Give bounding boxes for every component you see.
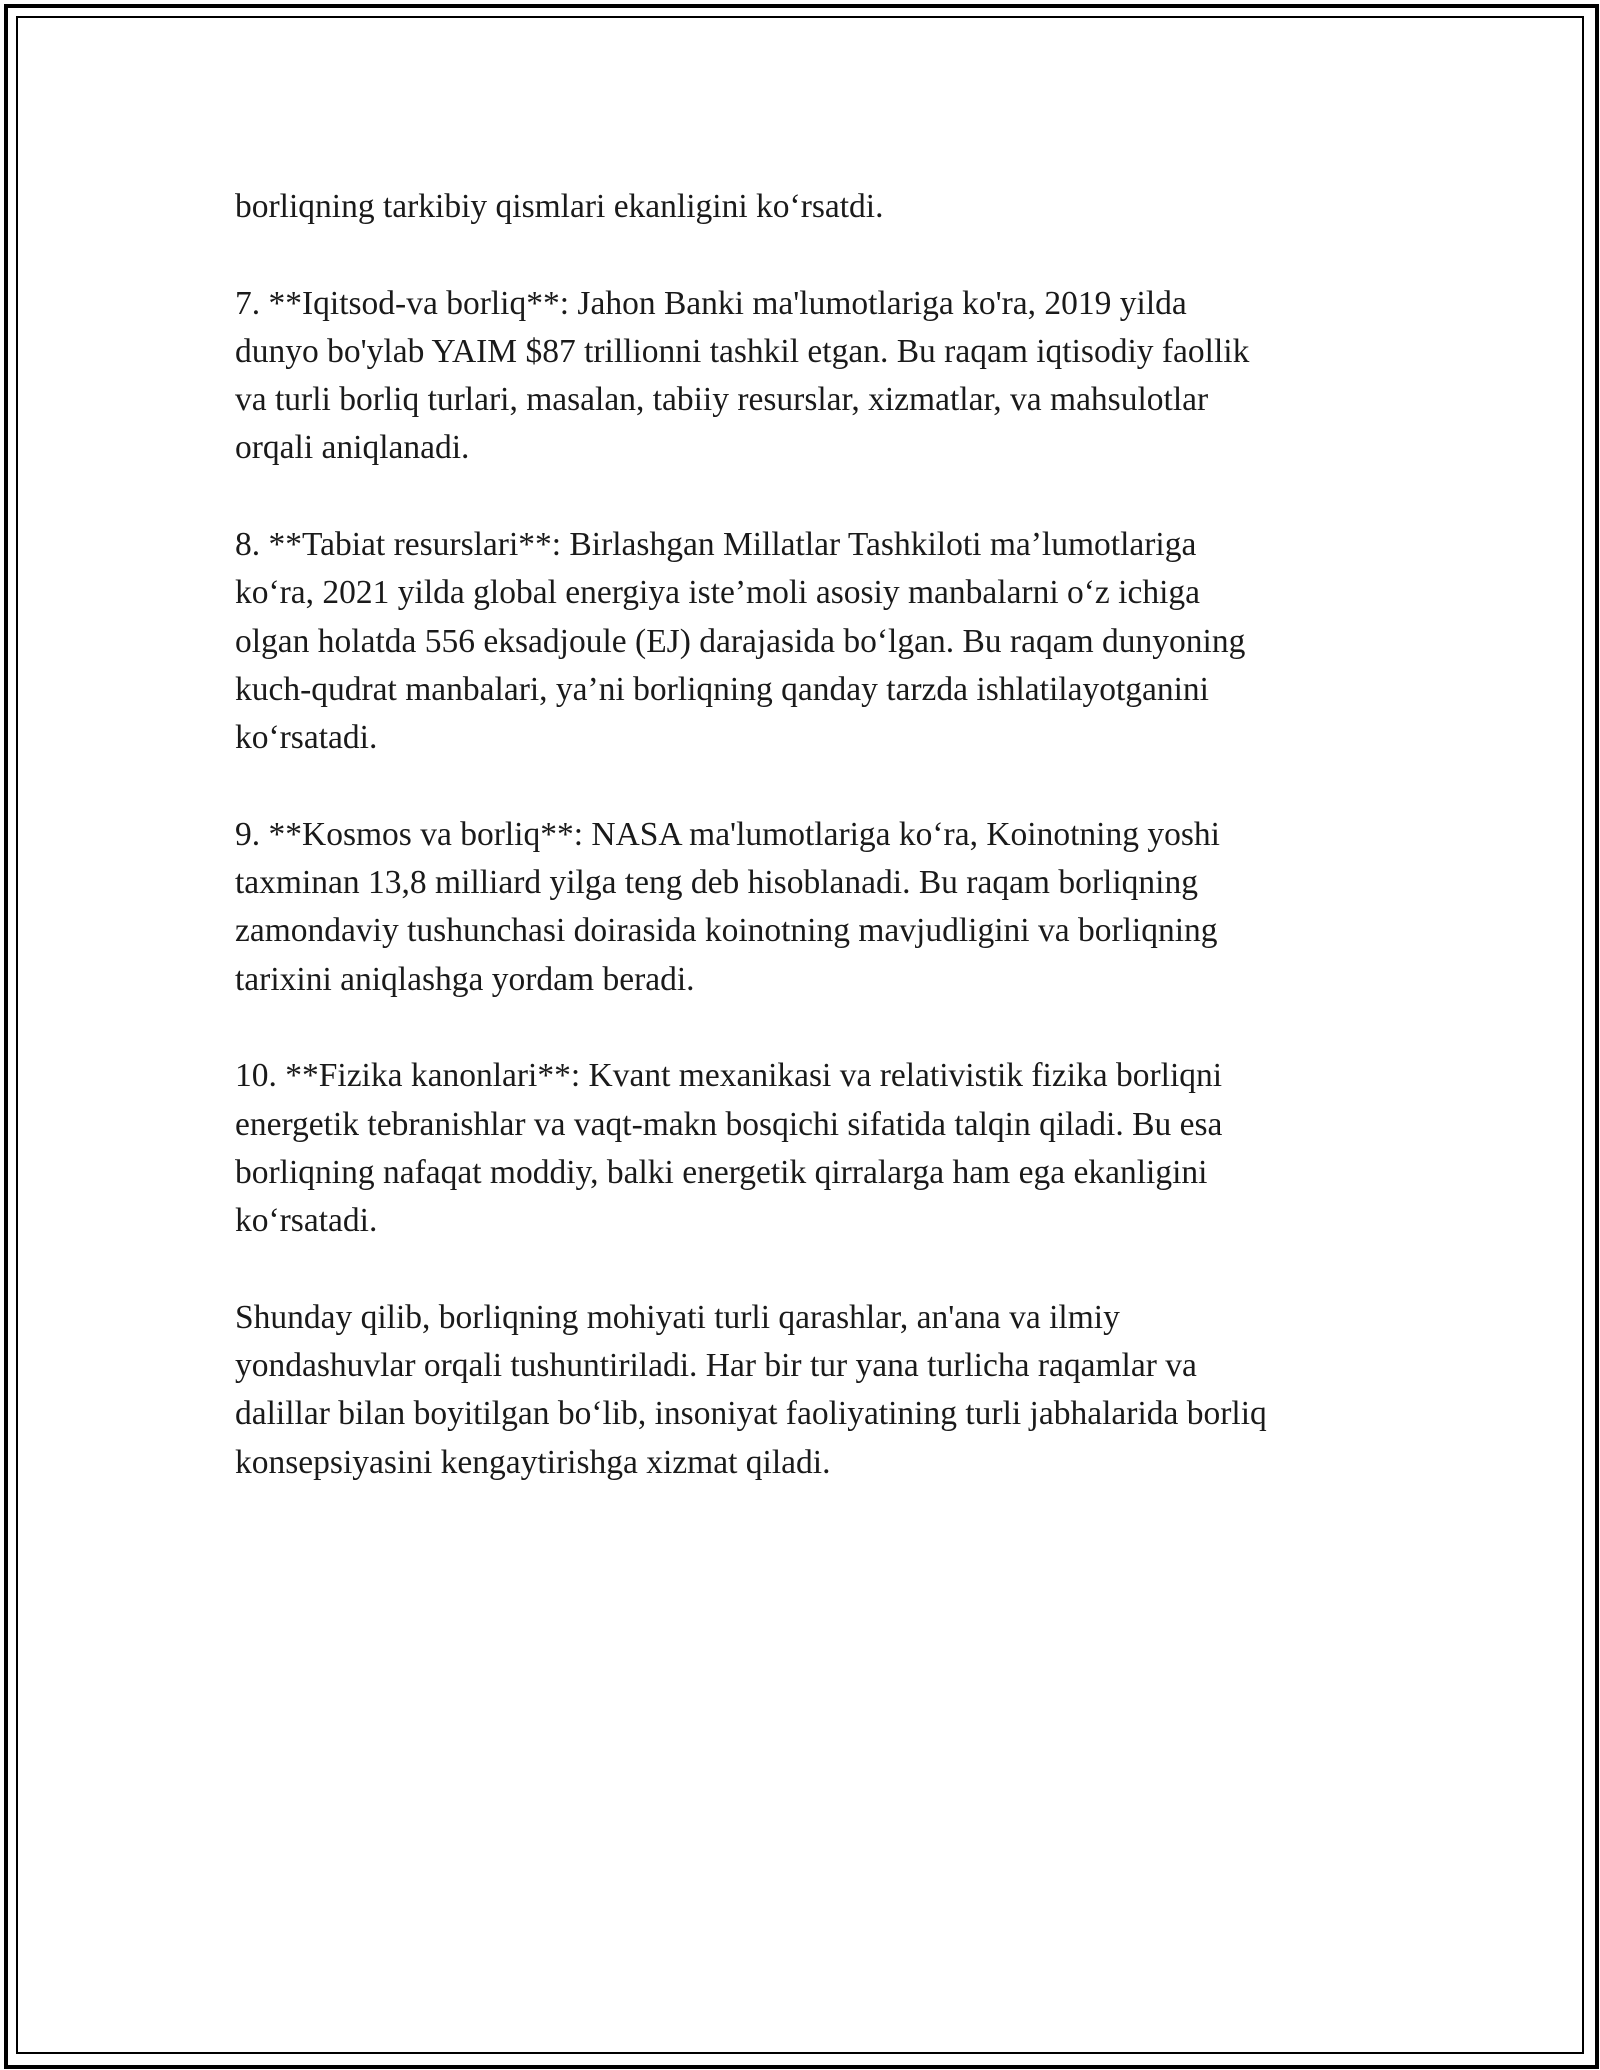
paragraph-item-8: [235, 521, 1385, 762]
text-line: Shunday qilib, borliqning mohiyati turli qarashlar, an'ana va ilmiy: [235, 1298, 1120, 1336]
text-line: olgan holatda 556 eksadjoule (EJ) darajasida bo‘lgan. Bu raqam dunyoning: [235, 622, 1246, 660]
paragraph-continuation: [235, 183, 1385, 231]
text-line: ko‘rsatadi.: [235, 719, 378, 757]
text-line: ko‘ra, 2021 yilda global energiya iste’moli asosiy manbalarni o‘z ichiga: [235, 574, 1201, 612]
text-line: 8. **Tabiat resurslari**: Birlashgan Millatlar Tashkiloti ma’lumotlariga: [235, 526, 1197, 564]
paragraph-conclusion: [235, 1294, 1385, 1487]
text-line: yondashuvlar orqali tushuntiriladi. Har bir tur yana turlicha raqamlar va: [235, 1347, 1197, 1385]
text-line: borliqning nafaqat moddiy, balki energetik qirralarga ham ega ekanligini: [235, 1153, 1208, 1191]
paragraph-item-9: [235, 811, 1385, 1004]
text-line: tarixini aniqlashga yordam beradi.: [235, 960, 695, 998]
text-line: dunyo bo'ylab YAIM $87 trillionni tashkil etgan. Bu raqam iqtisodiy faollik: [235, 332, 1250, 370]
document-body: [235, 183, 1385, 1535]
text-line: energetik tebranishlar va vaqt-makn bosqichi sifatida talqin qiladi. Bu esa: [235, 1105, 1223, 1143]
text-line: konsepsiyasini kengaytirishga xizmat qiladi.: [235, 1443, 831, 1481]
text-line: borliqning tarkibiy qismlari ekanligini ko‘rsatdi.: [235, 188, 884, 225]
text-line: 10. **Fizika kanonlari**: Kvant mexanikasi va relativistik fizika borliqni: [235, 1057, 1223, 1095]
text-line: 7. **Iqitsod-va borliq**: Jahon Banki ma'lumotlariga ko'ra, 2019 yilda: [235, 284, 1187, 322]
paragraph-item-10: [235, 1052, 1385, 1245]
text-line: 9. **Kosmos va borliq**: NASA ma'lumotlariga ko‘ra, Koinotning yoshi: [235, 815, 1220, 853]
text-line: orqali aniqlanadi.: [235, 429, 470, 467]
text-line: dalillar bilan boyitilgan bo‘lib, insoniyat faoliyatining turli jabhalarida borliq: [235, 1395, 1267, 1433]
text-line: taxminan 13,8 milliard yilga teng deb hisoblanadi. Bu raqam borliqning: [235, 864, 1198, 902]
text-line: kuch-qudrat manbalari, ya’ni borliqning qanday tarzda ishlatilayotganini: [235, 670, 1209, 708]
text-line: zamondaviy tushunchasi doirasida koinotning mavjudligini va borliqning: [235, 912, 1218, 950]
text-line: ko‘rsatadi.: [235, 1202, 378, 1240]
paragraph-item-7: [235, 280, 1385, 473]
text-line: va turli borliq turlari, masalan, tabiiy resurslar, xizmatlar, va mahsulotlar: [235, 381, 1209, 419]
